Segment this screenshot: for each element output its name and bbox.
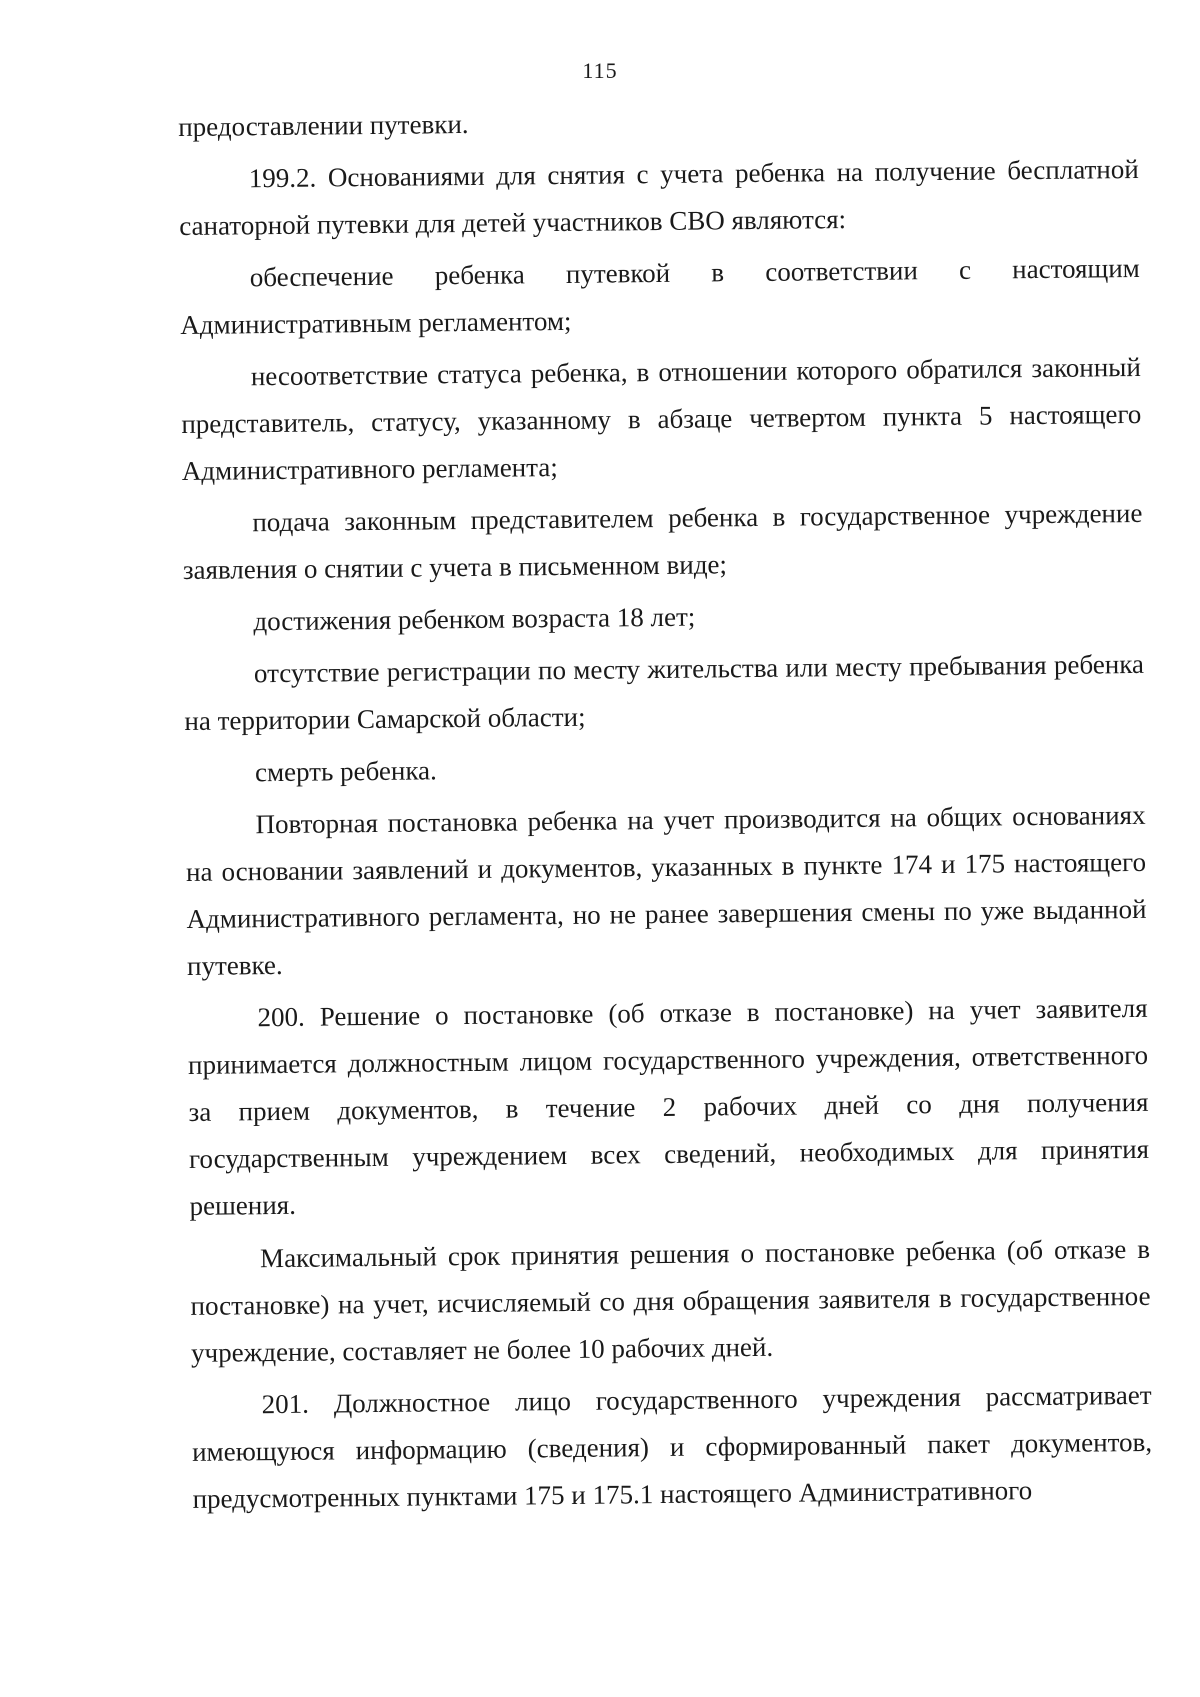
list-item-status-mismatch: несоответствие статуса ребенка, в отношении которого обратился законный представитель, статусу, указанному в абзаце четвертом пункта 5 настоящего Административного регламента; [181,351,1142,486]
paragraph-201: 201. Должностное лицо государственного учреждения рассматривает имеющуюся информацию (сведения) и сформированный пакет документов, предусмотренных пунктами 175 и 175.1 настоящего Административного [191,1379,1153,1514]
list-item-death: смерть ребенка. [254,755,437,788]
paragraph-max-term: Максимальный срок принятия решения о постановке ребенка (об отказе в постановке) на учет, исчисляемый со дня обращения заявителя в государственное учреждение, составляет не более 10 рабочих дней. [190,1233,1151,1368]
paragraph-re-registration: Повторная постановка ребенка на учет производится на общих основаниях на основании заявлений и документов, указанных в пункте 174 и 175 настоящего Административного регламента, но не ранее завершения смены по уже выданной путевке. [185,799,1147,981]
list-item-application: подача законным представителем ребенка в государственное учреждение заявления о снятии с учета в письменном виде; [182,497,1143,585]
document-body [178,94,1153,1528]
list-item-provision: обеспечение ребенка путевкой в соответствии с настоящим Административным регламентом; [180,252,1140,340]
page-number: 115 [582,58,618,83]
paragraph-continuation: предоставлении путевки. [178,108,469,142]
paragraph-200: 200. Решение о постановке (об отказе в постановке) на учет заявителя принимается должностным лицом государственного учреждения, ответственного за прием документов, в течение 2 рабочих дней со дня получения государственным учреждением всех сведений, необходимых для принятия решения. [187,992,1150,1221]
list-item-registration: отсутствие регистрации по месту жительства или месту пребывания ребенка на территории Самарской области; [184,648,1145,736]
list-item-age: достижения ребенком возраста 18 лет; [253,601,696,637]
paragraph-199-2: 199.2. Основаниями для снятия с учета ребенка на получение бесплатной санаторной путевки для детей участников СВО являются: [179,153,1139,241]
